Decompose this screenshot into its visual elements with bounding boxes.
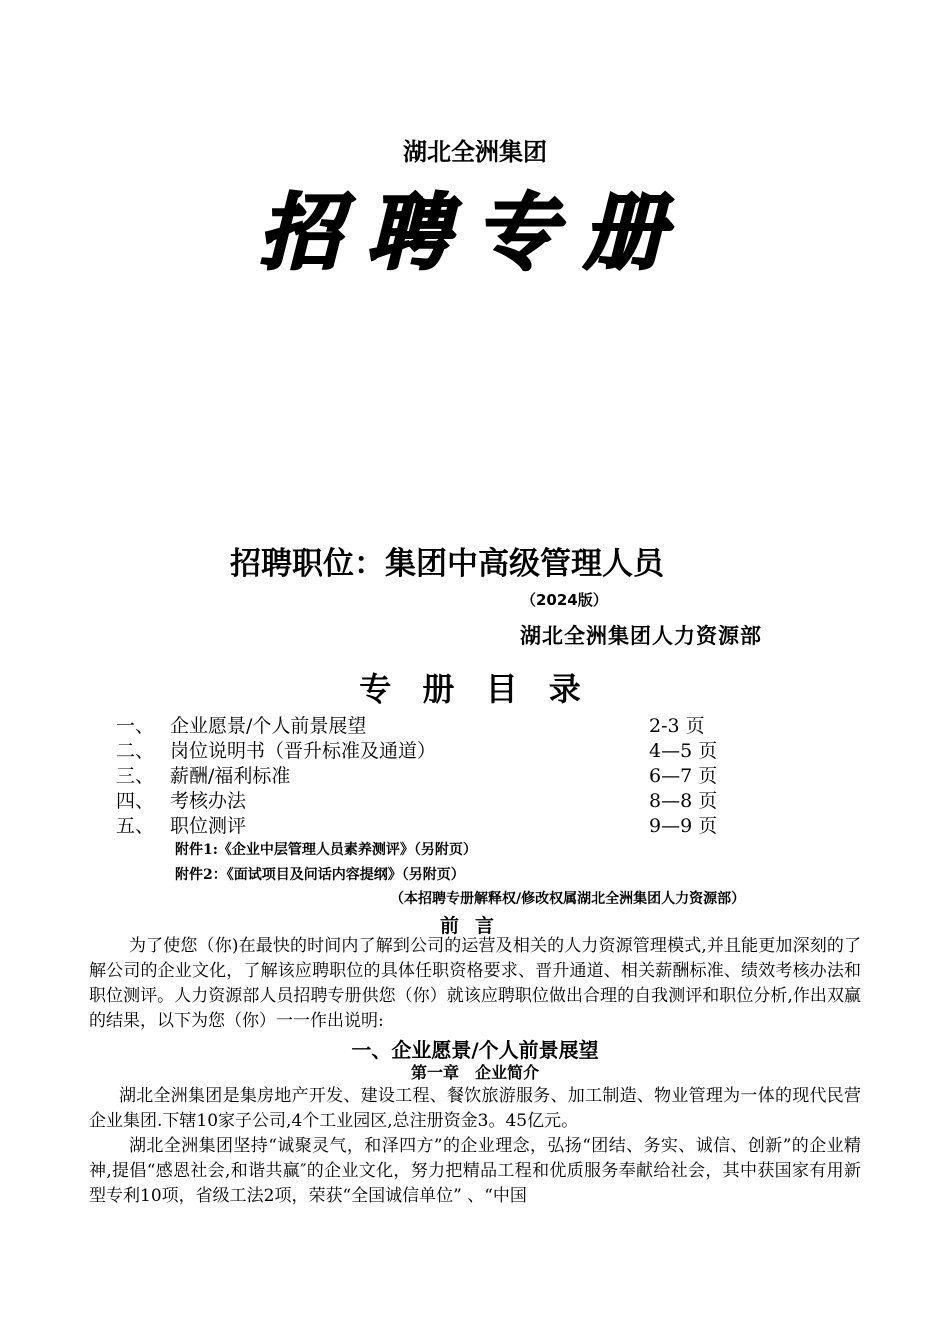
- toc-title: 专 册 目 录: [359, 670, 591, 708]
- main-title: 招聘专册: [259, 185, 691, 281]
- toc-item-num: 五、: [116, 815, 155, 837]
- department: 湖北全洲集团人力资源部: [520, 623, 762, 648]
- appendix-1: 附件1:《企业中层管理人员素养测评》（另附页）: [175, 842, 477, 858]
- edition: （2024版）: [521, 591, 608, 609]
- toc-item-pages: 2-3 页: [649, 715, 705, 737]
- preface-title: 前言: [439, 915, 510, 937]
- chapter-title: 第一章 企业简介: [410, 1063, 539, 1082]
- toc-item: [116, 711, 736, 736]
- toc-item-num: 一、: [116, 715, 155, 737]
- section-title: 一、企业愿景/个人前景展望: [351, 1038, 599, 1062]
- body-paragraph: 湖北全洲集团坚持“诚聚灵气，和泽四方”的企业理念，弘扬“团结、务实、诚信、创新”的企业精神,提倡“感恩社会,和谐共赢″的企业文化，努力把精品工程和优质服务奉献给社会，其中获国家有用新型专利10项，省级工法2项，荣获“全国诚信单位” 、“中国: [89, 1136, 861, 1206]
- recruit-position: 招聘职位：集团中高级管理人员: [230, 546, 664, 582]
- toc-item-pages: 9—9 页: [649, 815, 718, 837]
- toc-item-pages: 8—8 页: [649, 790, 718, 812]
- appendix-2: 附件2：《面试项目及问话内容提纲》（另附页）: [175, 867, 465, 883]
- toc-item-label: 岗位说明书（晋升标准及通道）: [170, 740, 437, 762]
- toc-item-label: 薪酬/福利标准: [170, 765, 291, 787]
- company-name: 湖北全洲集团: [403, 138, 547, 166]
- preface-paragraph: 为了使您（你)在最快的时间内了解到公司的运营及相关的人力资源管理模式,并且能更加深刻的了解公司的企业文化，了解该应聘职位的具体任职资格要求、晋升通道、相关薪酬标准、绩效考核办法和职位测评。人力资源部人员招聘专册供您（你）就该应聘职位做出合理的自我测评和职位分析,作出双赢的结果，以下为您（你）一一作出说明:: [89, 936, 861, 1031]
- toc-item: [116, 761, 736, 786]
- toc-item-pages: 6—7 页: [649, 765, 718, 787]
- toc-item-num: 四、: [116, 790, 155, 812]
- toc-item: [116, 786, 736, 811]
- toc-item-num: 三、: [116, 765, 155, 787]
- toc-item: [116, 736, 736, 761]
- toc-item-label: 企业愿景/个人前景展望: [170, 715, 367, 737]
- toc-item-num: 二、: [116, 740, 155, 762]
- toc-item: [116, 811, 736, 836]
- toc-item-pages: 4—5 页: [649, 740, 718, 762]
- toc-item-label: 考核办法: [170, 790, 247, 812]
- body-paragraph: 湖北全洲集团是集房地产开发、建设工程、餐饮旅游服务、加工制造、物业管理为一体的现代民营企业集团.下辖10家子公司,4个工业园区,总注册资金3。45亿元。: [89, 1086, 861, 1131]
- rights-notice: （本招聘专册解释权/修改权属湖北全洲集团人力资源部）: [390, 891, 746, 907]
- toc-item-label: 职位测评: [170, 815, 247, 837]
